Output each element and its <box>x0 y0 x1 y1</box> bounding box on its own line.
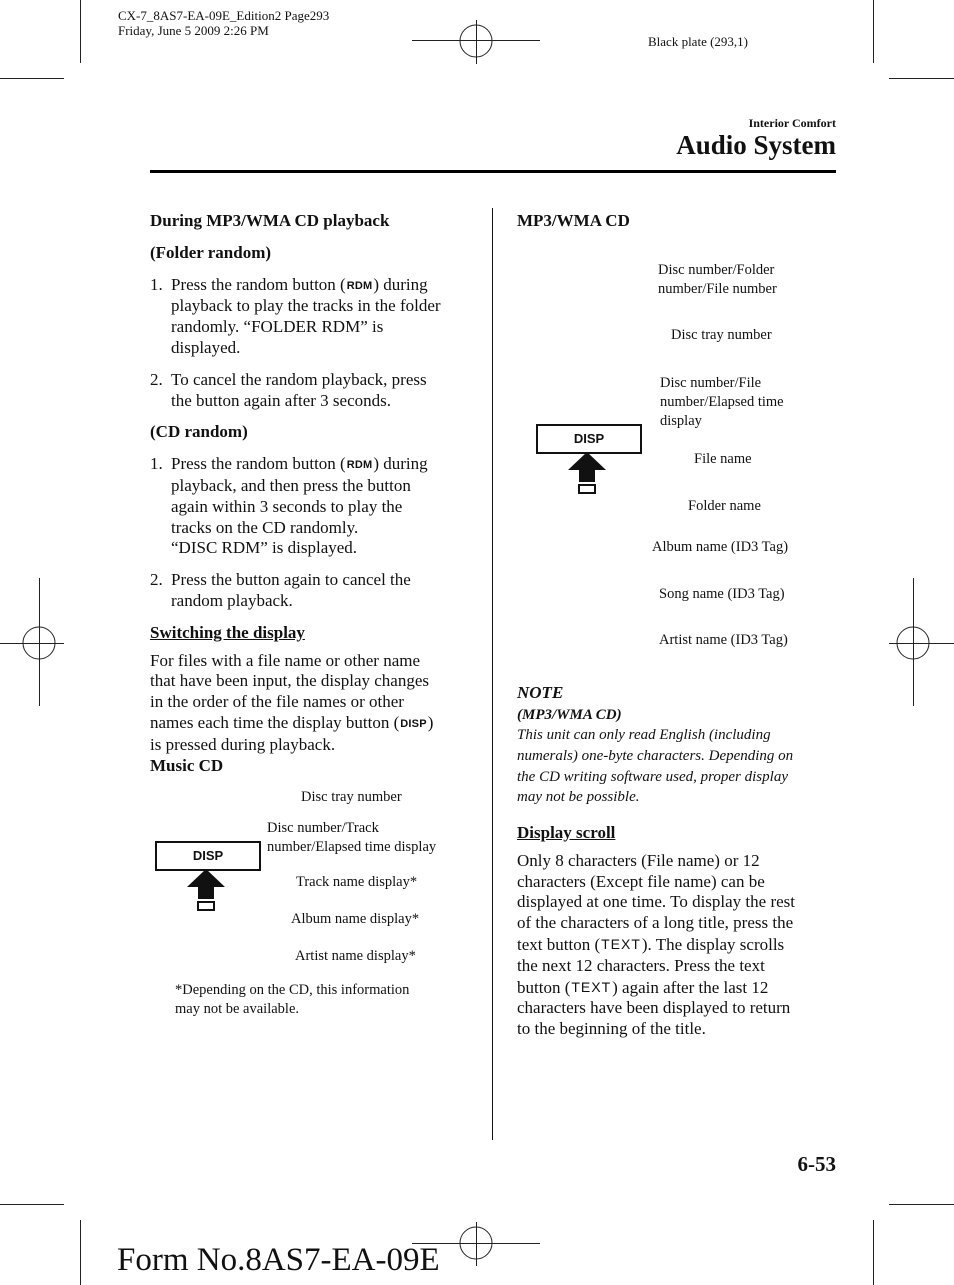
step-number: 1. <box>150 274 163 294</box>
body-line: characters have been displayed to return <box>517 998 791 1018</box>
diagram-label: number/File number <box>658 281 777 297</box>
text-button-icon: TEXT <box>601 935 641 952</box>
left-column <box>150 211 480 776</box>
step-text: ) during <box>373 274 428 294</box>
header-rule <box>150 170 836 173</box>
form-number: Form No.8AS7-EA-09E <box>117 1242 440 1278</box>
note-line: This unit can only read English (including <box>517 727 771 743</box>
step-text: random playback. <box>171 590 293 610</box>
display-scroll-heading: Display scroll <box>517 823 616 842</box>
step-number: 2. <box>150 570 163 590</box>
body-line: ). The display scrolls <box>641 934 785 954</box>
note-line: the CD writing software used, proper display <box>517 768 788 785</box>
note-box <box>517 683 837 808</box>
up-arrow-icon <box>185 868 227 912</box>
diagram-label: Disc number/File <box>660 375 762 391</box>
rdm-button-icon: RDM <box>346 459 373 472</box>
diagram-label: display <box>660 413 702 429</box>
up-arrow-icon <box>566 451 608 495</box>
cd-random-step-2 <box>150 570 480 612</box>
step-text: Press the random button ( <box>171 274 346 294</box>
body-line: of the characters of a long title, press the <box>517 913 794 933</box>
diagram-label: Song name (ID3 Tag) <box>659 586 785 602</box>
cd-random-step-1 <box>150 454 480 559</box>
note-line: numerals) one-byte characters. Depending on <box>517 747 794 764</box>
body-line: to the beginning of the title. <box>517 1019 706 1039</box>
print-slug <box>118 8 329 38</box>
switching-display-heading: Switching the display <box>150 622 305 642</box>
body-line: displayed at one time. To display the rest <box>517 892 795 912</box>
body-line: Only 8 characters (File name) or 12 <box>517 850 760 870</box>
note-line: may not be possible. <box>517 789 640 806</box>
section-label: Interior Comfort <box>748 116 836 130</box>
note-subheading: (MP3/WMA CD) <box>517 707 622 723</box>
diagram-label: Album name (ID3 Tag) <box>652 539 789 555</box>
slug-line-2: Friday, June 5 2009 2:26 PM <box>118 23 269 38</box>
step-text: tracks on the CD randomly. <box>171 517 359 537</box>
step-text: the button again after 3 seconds. <box>171 390 391 410</box>
disp-button-icon: DISP <box>400 717 427 730</box>
step-text: Press the random button ( <box>171 454 346 474</box>
diagram-label: Disc tray number <box>301 789 402 805</box>
page-title: Audio System <box>676 130 836 160</box>
body-line: is pressed during playback. <box>150 734 336 754</box>
body-line: characters (Except file name) can be <box>517 871 765 891</box>
page-number: 6-53 <box>797 1152 836 1176</box>
display-scroll-body <box>517 851 837 1040</box>
cd-random-heading: (CD random) <box>150 422 248 442</box>
footnote: may not be available. <box>175 1001 300 1017</box>
diagram-label: Artist name display* <box>295 948 416 964</box>
body-line: For files with a file name or other name <box>150 650 421 670</box>
body-line: text button ( <box>517 934 601 954</box>
body-line: that have been input, the display changes <box>150 671 429 691</box>
diagram-label: Artist name (ID3 Tag) <box>659 632 788 648</box>
step-number: 2. <box>150 369 163 389</box>
step-text: again within 3 seconds to play the <box>171 496 403 516</box>
step-text: playback to play the tracks in the folder <box>171 296 441 316</box>
diagram-label: Folder name <box>688 498 761 514</box>
note-body <box>517 725 837 808</box>
diagram-label: Track name display* <box>296 874 418 890</box>
step-text: randomly. “FOLDER RDM” is <box>171 317 384 337</box>
step-number: 1. <box>150 454 163 474</box>
body-line: the next 12 characters. Press the text <box>517 955 765 975</box>
plate-label: Black plate (293,1) <box>648 34 748 49</box>
folder-random-heading: (Folder random) <box>150 242 272 262</box>
body-line: names each time the display button ( <box>150 712 400 732</box>
mp3-wma-cd-heading: MP3/WMA CD <box>517 211 630 230</box>
disp-button-icon: DISP <box>536 424 642 454</box>
step-text: displayed. <box>171 337 241 357</box>
footnote: *Depending on the CD, this information <box>175 982 410 998</box>
body-line: button ( <box>517 977 571 997</box>
step-text: Press the button again to cancel the <box>171 570 411 590</box>
display-scroll-section <box>517 823 837 1040</box>
diagram-label: number/Elapsed time <box>660 394 784 410</box>
step-text: playback, and then press the button <box>171 475 411 495</box>
step-text: To cancel the random playback, press <box>171 369 427 389</box>
step-text: “DISC RDM” is displayed. <box>171 538 358 558</box>
body-line: ) again after the last 12 <box>612 977 769 997</box>
mp3-playback-heading: During MP3/WMA CD playback <box>150 211 390 230</box>
folder-random-step-2 <box>150 370 480 412</box>
diagram-label: Disc number/Folder <box>658 262 775 278</box>
folder-random-step-1 <box>150 275 480 359</box>
note-heading: NOTE <box>517 683 564 702</box>
diagram-label: File name <box>694 451 752 467</box>
rdm-button-icon: RDM <box>346 279 373 292</box>
slug-line-1: CX-7_8AS7-EA-09E_Edition2 Page293 <box>118 8 330 23</box>
step-text: ) during <box>373 454 428 474</box>
diagram-label: Disc number/Track <box>267 820 379 836</box>
diagram-label: number/Elapsed time display <box>267 839 437 855</box>
column-divider <box>492 208 493 1140</box>
text-button-icon: TEXT <box>571 978 612 995</box>
music-cd-heading: Music CD <box>150 755 224 775</box>
disp-button-icon: DISP <box>155 841 261 871</box>
body-line: in the order of the file names or other <box>150 692 404 712</box>
diagram-label: Album name display* <box>291 911 420 927</box>
switching-display-body <box>150 651 480 756</box>
body-line: ) <box>427 712 434 732</box>
diagram-label: Disc tray number <box>671 327 772 343</box>
